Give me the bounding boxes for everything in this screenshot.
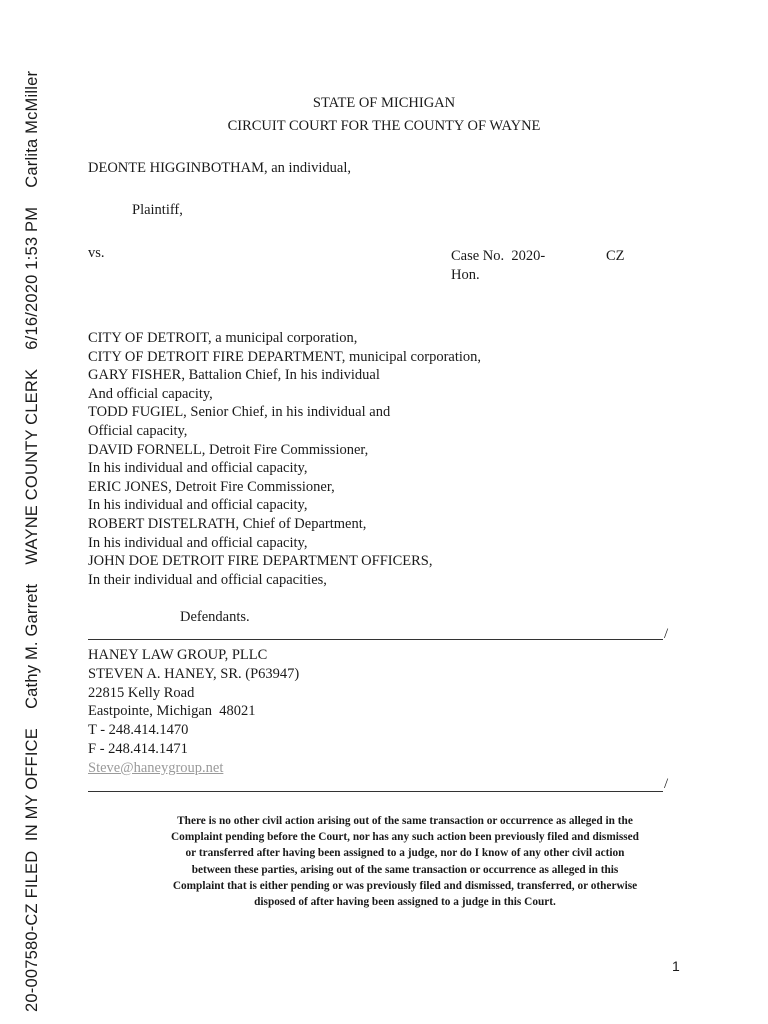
defendant-line: DAVID FORNELL, Detroit Fire Commissioner, bbox=[88, 441, 369, 458]
defendant-line: Official capacity, bbox=[88, 422, 188, 439]
defendant-line: CITY OF DETROIT, a municipal corporation, bbox=[88, 330, 358, 346]
rule-mark: / bbox=[664, 626, 669, 642]
state-heading: STATE OF MICHIGAN bbox=[312, 95, 456, 111]
counsel-street: 22815 Kelly Road bbox=[88, 684, 195, 701]
counsel-fax: F - 248.414.1471 bbox=[88, 740, 188, 757]
defendant-line: ROBERT DISTELRATH, Chief of Department, bbox=[88, 515, 367, 532]
defendant-line: In their individual and official capacities, bbox=[88, 571, 327, 588]
defendants-role: Defendants. bbox=[180, 609, 250, 625]
defendant-line: TODD FUGIEL, Senior Chief, in his individual and bbox=[88, 404, 391, 421]
defendant-line: And official capacity, bbox=[88, 385, 213, 402]
counsel-block bbox=[88, 646, 299, 778]
defendant-line: ERIC JONES, Detroit Fire Commissioner, bbox=[88, 478, 335, 495]
caption-rule-bottom bbox=[88, 791, 663, 792]
counsel-firm: HANEY LAW GROUP, PLLC bbox=[88, 647, 268, 663]
plaintiff-role: Plaintiff, bbox=[132, 202, 183, 218]
counsel-city: Eastpointe, Michigan 48021 bbox=[88, 703, 256, 720]
defendant-line: CITY OF DETROIT FIRE DEPARTMENT, municipal corporation, bbox=[88, 348, 482, 365]
counsel-email-link[interactable]: Steve@haneygroup.net bbox=[88, 759, 224, 776]
defendant-line: In his individual and official capacity, bbox=[88, 460, 308, 477]
defendant-line: JOHN DOE DETROIT FIRE DEPARTMENT OFFICERS, bbox=[88, 553, 433, 570]
versus-label: vs. bbox=[88, 245, 105, 261]
defendant-line: GARY FISHER, Battalion Chief, In his individual bbox=[88, 367, 380, 384]
court-heading: CIRCUIT COURT FOR THE COUNTY OF WAYNE bbox=[227, 118, 541, 134]
case-number: Case No. 2020- bbox=[451, 248, 546, 264]
page-number: 1 bbox=[672, 958, 680, 974]
defendants-block bbox=[88, 329, 481, 589]
judge-label: Hon. bbox=[451, 267, 480, 283]
defendant-line: In his individual and official capacity, bbox=[88, 534, 308, 551]
case-type: CZ bbox=[606, 248, 625, 264]
plaintiff-name: DEONTE HIGGINBOTHAM, an individual, bbox=[88, 160, 351, 176]
rule-mark: / bbox=[664, 776, 669, 792]
counsel-phone: T - 248.414.1470 bbox=[88, 722, 189, 739]
counsel-attorney: STEVEN A. HANEY, SR. (P63947) bbox=[88, 665, 300, 682]
related-action-notice: There is no other civil action arising out of the same transaction or occurrence as alleged in the Complaint pending before the Court, nor has any such action been previously filed and dismissed or transferred after having been assigned to a judge, nor do I know of any other civil action between these parties, arising out of the same transaction or occurrence as alleged in this Complaint that is either pending or was previously filed and dismissed, transferred, or otherwise disposed of after having been assigned to a judge in this Court. bbox=[171, 815, 639, 909]
caption-rule-top bbox=[88, 639, 663, 640]
defendant-line: In his individual and official capacity, bbox=[88, 497, 308, 514]
filing-stamp: 20-007580-CZ FILED IN MY OFFICE Cathy M. Garrett WAYNE COUNTY CLERK 6/16/2020 1:53 PM Carlita McMiller bbox=[23, 70, 41, 1012]
